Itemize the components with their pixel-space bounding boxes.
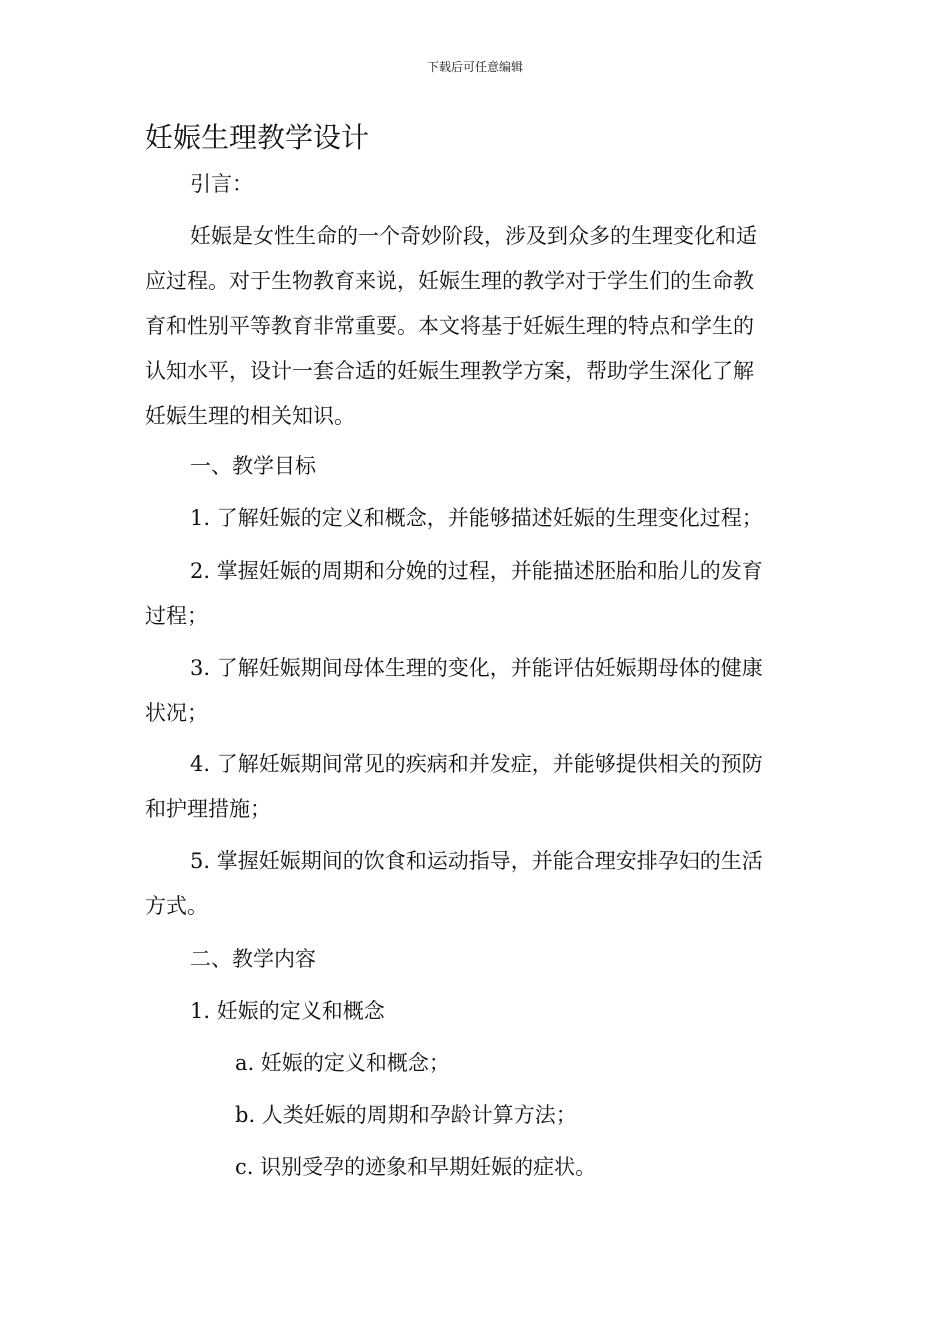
content-subitem: a. 妊娠的定义和概念；: [235, 1051, 450, 1075]
document-title: 妊娠生理教学设计: [145, 121, 370, 154]
objective-line: 5. 掌握妊娠期间的饮食和运动指导，并能合理安排孕妇的生活: [190, 849, 763, 873]
objective-item: [145, 496, 795, 541]
intro-heading: 引言：: [190, 172, 253, 196]
objective-item: [145, 646, 795, 736]
intro-paragraph: [145, 214, 795, 439]
header-note: 下载后可任意编辑: [426, 60, 523, 74]
objective-line: 和护理措施；: [145, 797, 271, 821]
intro-line: 妊娠生理的相关知识。: [145, 404, 355, 428]
intro-line: 妊娠是女性生命的一个奇妙阶段，涉及到众多的生理变化和适: [190, 224, 757, 248]
objective-line: 4. 了解妊娠期间常见的疾病和并发症，并能够提供相关的预防: [190, 752, 763, 776]
content-item: 1. 妊娠的定义和概念: [190, 999, 385, 1023]
objective-line: 状况；: [145, 701, 208, 725]
objective-line: 3. 了解妊娠期间母体生理的变化，并能评估妊娠期母体的健康: [190, 656, 763, 680]
objective-line: 2. 掌握妊娠的周期和分娩的过程，并能描述胚胎和胎儿的发育: [190, 559, 763, 583]
content-subitem: c. 识别受孕的迹象和早期妊娠的症状。: [235, 1155, 597, 1179]
section1-heading: 一、教学目标: [190, 454, 316, 478]
objective-item: [145, 742, 795, 832]
objective-item: [145, 839, 795, 929]
objective-line: 过程；: [145, 604, 208, 628]
intro-line: 应过程。对于生物教育来说，妊娠生理的教学对于学生们的生命教: [145, 269, 754, 293]
objective-line: 方式。: [145, 894, 208, 918]
intro-line: 育和性别平等教育非常重要。本文将基于妊娠生理的特点和学生的: [145, 314, 754, 338]
content-subitem: b. 人类妊娠的周期和孕龄计算方法；: [235, 1103, 577, 1127]
section2-heading: 二、教学内容: [190, 947, 316, 971]
objective-item: [145, 549, 795, 639]
intro-line: 认知水平，设计一套合适的妊娠生理教学方案，帮助学生深化了解: [145, 359, 754, 383]
objective-line: 1. 了解妊娠的定义和概念，并能够描述妊娠的生理变化过程；: [190, 506, 763, 530]
